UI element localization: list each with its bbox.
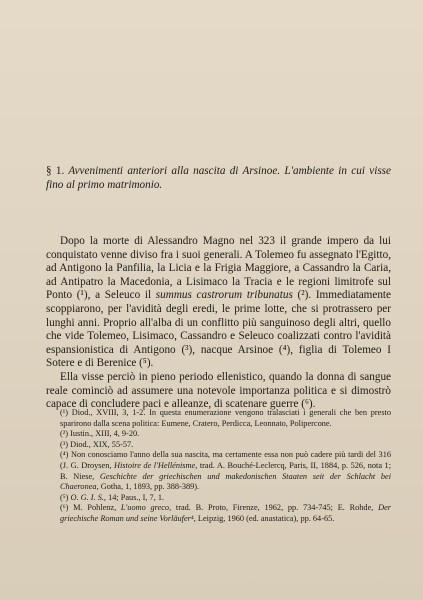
footnotes (46, 408, 391, 525)
paragraph-1-text-b: (²). Immediatamente scoppiarono, per l'avidità degli eredi, le prime lotte, che si protrassero per lunghi anni. Proprio all'alba di un conflitto più sanguinoso degli altri, quello che vide Tolemeo, Lisimaco, Cassandro e Seleuco coalizzati contro l'avidità espansionistica di Antigono (³), nacque Arsinoe (⁴), figlia di Tolemeo I Sotere e di Berenice (⁵). (46, 289, 391, 370)
footnote-2: (²) Iustin., XIII, 4, 9-20. (60, 429, 140, 439)
footnote-4 (46, 450, 391, 492)
section-number: § 1. (46, 165, 65, 177)
section-heading (46, 165, 391, 192)
body-text (46, 235, 391, 412)
footnote-6-italic-1: L'uomo greco (120, 503, 170, 513)
section-title: Avvenimenti anteriori alla nascita di Arsinoe. L'ambiente in cui visse fino al primo matrimonio. (46, 165, 391, 191)
footnote-5-text-b: , 14; Paus., I, 7, 1. (103, 492, 165, 502)
footnote-4-italic-1: Histoire de l'Hellénisme (113, 460, 196, 470)
footnote-6-text-b: , trad. B. Proto, Firenze, 1962, pp. 734-745; E. Rohde, (169, 503, 379, 513)
paragraph-1-text-a: Dopo la morte di Alessandro Magno nel 323 il grande impero da lui conquistato venne diviso fra i suoi generali. A Tolemeo fu assegnato l'Egitto, ad Antigono la Panfilia, la Licia e la Frigia Maggiore, a Cassandro la Caria, ad Antipatro la Macedonia, a Lisimaco la Tracia e le regioni limitrofe sul Ponto (¹), a Seleuco il (46, 235, 391, 302)
footnote-6-text-a: (⁶) M. Pohlenz, (60, 503, 121, 513)
paragraph-1 (46, 235, 391, 371)
footnote-6-italic-2: Der griechische Roman und seine Vorläufer (60, 503, 391, 523)
footnote-1: (¹) Diod., XVIII, 3, 1-2. In questa enumerazione vengono tralasciati i generali che ben presto sparirono dalla scena politica: Eumene, Cratero, Perdicca, Leonnato, Polipercone. (60, 408, 391, 428)
footnote-4-text-a: (⁴) Non conosciamo l'anno della sua nascita, ma certamente essa non può cadere più tardi del 316 (J. G. Droysen, (60, 450, 391, 470)
footnote-4-italic-2: Geschichte der griechischen und makedonischen Staaten seit der Schlacht bei Chaeronea (60, 471, 391, 492)
footnote-5-italic: O. G. I. S. (70, 492, 104, 502)
footnote-6 (46, 503, 391, 524)
paragraph-2: Ella visse perciò in pieno periodo ellenistico, quando la donna di sangue reale cominciò ad assumere una notevole importanza politica e si dimostrò capace di concludere paci e alleanze, di scatenare guerre (⁶). (46, 370, 391, 411)
footnote-4-text-b: , trad. A. Bouché-Leclercq, Paris, II, 1884, p. 526, nota 1; B. Niese, (60, 460, 391, 481)
footnote-6-text-c: ⁴, Leipzig, 1960 (ed. anastatica), pp. 64-65. (190, 513, 335, 523)
footnote-4-text-c: , Gotha, 1, 1893, pp. 388-389). (96, 482, 200, 492)
footnote-5-text-a: (⁵) (60, 492, 71, 502)
paragraph-1-italic: summus castrorum tribunatus (155, 289, 293, 302)
footnote-5 (46, 493, 391, 504)
footnote-3: (³) Diod., XIX, 55-57. (60, 439, 134, 449)
